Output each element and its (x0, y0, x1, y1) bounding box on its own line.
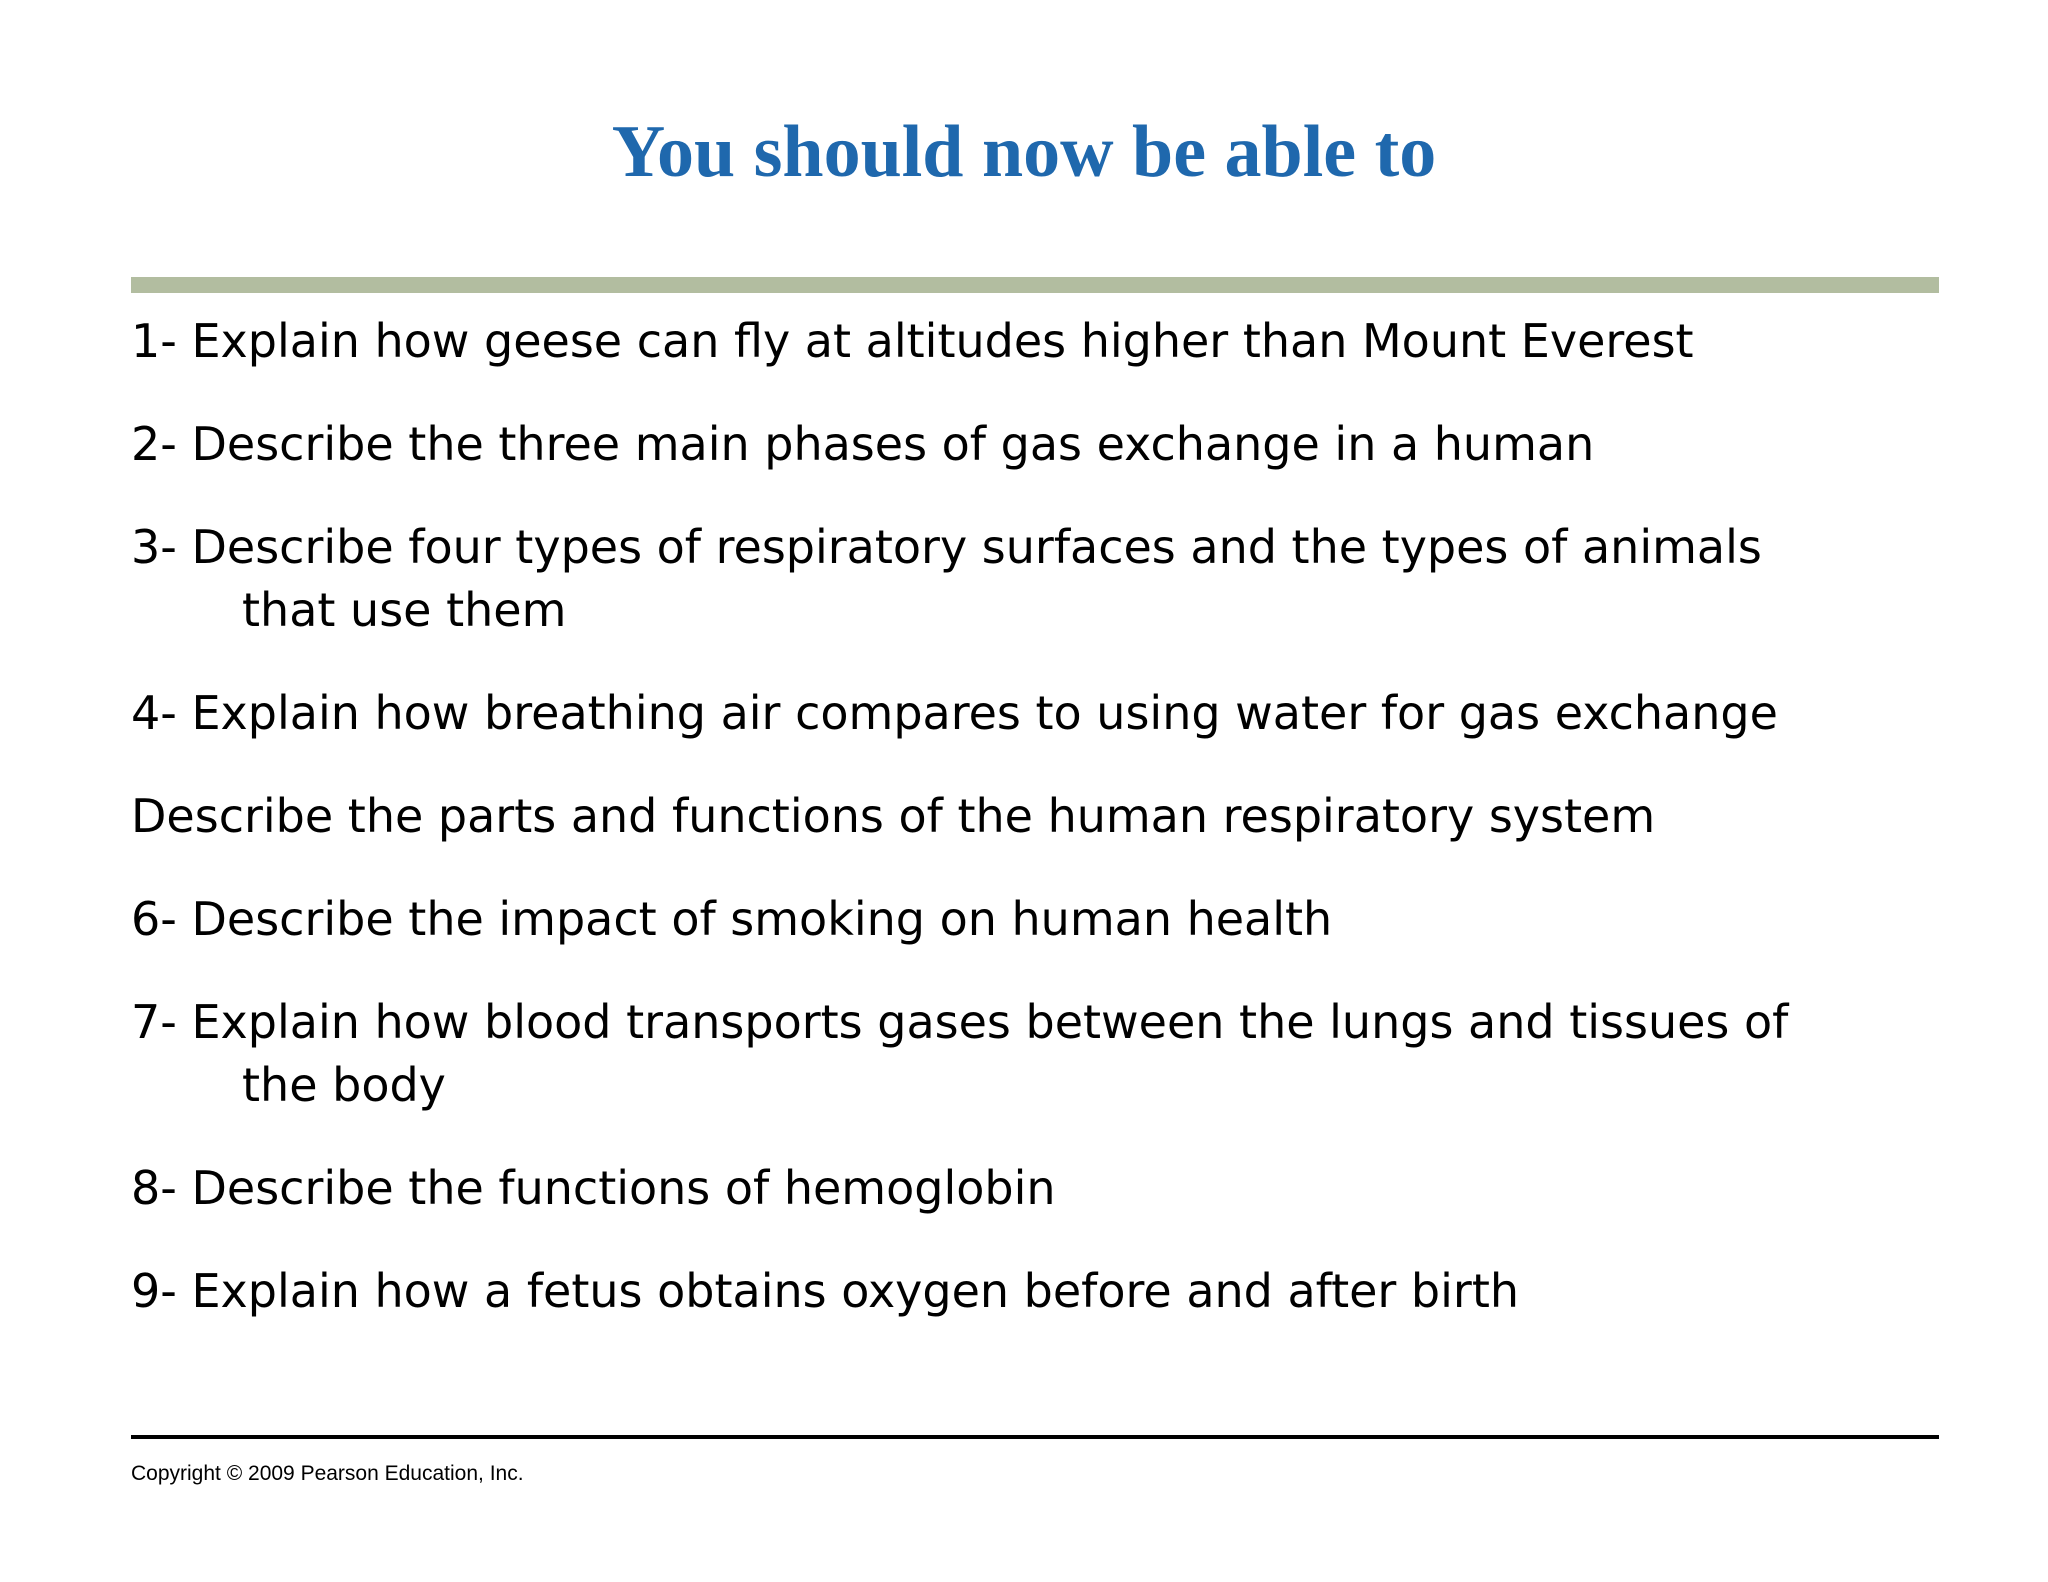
objective-4 (131, 682, 1911, 745)
objective-text: 9- Explain how a fetus obtains oxygen before and after birth (131, 1264, 1520, 1318)
objective-text: 8- Describe the functions of hemoglobin (131, 1161, 1056, 1215)
objective-1 (131, 310, 1911, 373)
objective-9 (131, 1260, 1911, 1323)
objective-text: 1- Explain how geese can fly at altitudes higher than Mount Everest (131, 314, 1694, 368)
objective-text: 2- Describe the three main phases of gas exchange in a human (131, 417, 1595, 471)
objective-text: Describe the parts and functions of the human respiratory system (131, 789, 1656, 843)
objective-text: 7- Explain how blood transports gases between the lungs and tissues of (131, 995, 1789, 1049)
objective-text: 3- Describe four types of respiratory surfaces and the types of animals (131, 520, 1762, 574)
objective-text-continued: the body (242, 1058, 446, 1112)
slide-title: You should now be able to (611, 111, 1437, 193)
copyright-notice: Copyright © 2009 Pearson Education, Inc. (131, 1462, 524, 1485)
objective-text: 4- Explain how breathing air compares to using water for gas exchange (131, 686, 1778, 740)
objective-3 (131, 516, 1911, 642)
objective-text: 6- Describe the impact of smoking on human health (131, 892, 1333, 946)
objective-2 (131, 413, 1911, 476)
objectives-list (131, 310, 1911, 1363)
footer-divider (131, 1435, 1939, 1439)
objective-6 (131, 888, 1911, 951)
objective-7 (131, 991, 1911, 1117)
title-divider (131, 277, 1939, 293)
objective-5 (131, 785, 1911, 848)
objective-8 (131, 1157, 1911, 1220)
objective-text-continued: that use them (242, 583, 567, 637)
